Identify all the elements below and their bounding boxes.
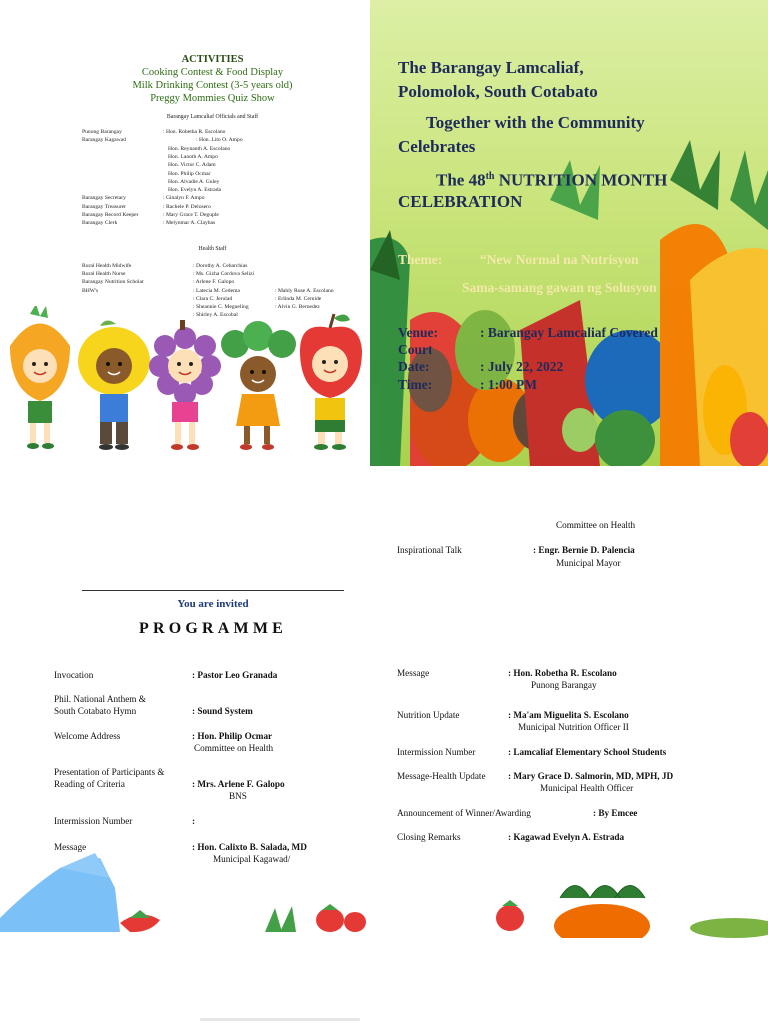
location-line: Polomolok, South Cotabato bbox=[398, 82, 598, 101]
programme-speaker: : Lamcaliaf Elementary School Students bbox=[508, 747, 667, 757]
official-role: Barangay Secretary bbox=[82, 195, 126, 202]
theme-label: Theme: bbox=[398, 252, 443, 267]
official-role: Barangay Treasurer bbox=[82, 203, 126, 210]
programme-title: PROGRAMME bbox=[138, 620, 287, 637]
official-role: Punong Barangay bbox=[82, 129, 122, 135]
official-name: : Mary Grace T. Deguple bbox=[163, 212, 219, 218]
programme-item: Message bbox=[397, 668, 430, 678]
nutrition-month-line: The 48th NUTRITION MONTH bbox=[436, 170, 668, 190]
officials-panel bbox=[0, 0, 370, 466]
health-name: : Latecia M. Cedema bbox=[193, 287, 240, 294]
programme-speaker-role: Municipal Kagawad/ bbox=[213, 854, 291, 864]
celebration-line: CELEBRATION bbox=[398, 192, 523, 211]
official-role: Barangay Record Keeper bbox=[82, 212, 139, 218]
programme-speaker-role: Municipal Nutrition Officer II bbox=[518, 722, 629, 732]
programme-item: Message-Health Update bbox=[397, 771, 486, 781]
programme-item: Message bbox=[54, 842, 87, 852]
programme-speaker: : By Emcee bbox=[593, 808, 638, 818]
time-label: Time: bbox=[398, 377, 433, 392]
scroll-indicator bbox=[200, 1018, 360, 1021]
divider-line bbox=[82, 590, 344, 591]
official-role: Barangay Kagawad bbox=[82, 137, 126, 144]
health-role: Barangay Nutrition Scholar bbox=[82, 279, 144, 286]
fruit-border-illustration bbox=[0, 848, 768, 938]
programme-speaker: : bbox=[192, 816, 196, 826]
celebrates-line: Celebrates bbox=[398, 137, 476, 156]
health-name: : Ms. Gizha Cordova Selizi bbox=[193, 271, 255, 278]
health-name: : Clara C. Jerulad bbox=[193, 295, 233, 302]
official-name: Hon. Reynanth A. Escolano bbox=[168, 145, 231, 152]
health-name: : Shirley A. Escobal bbox=[193, 312, 238, 319]
programme-item: Invocation bbox=[54, 670, 94, 680]
programme-speaker-role: Punong Barangay bbox=[531, 680, 597, 690]
official-name: Hon. Philip Ocmar bbox=[168, 170, 211, 177]
official-name: : Rachele P. Delosero bbox=[163, 203, 211, 210]
activity-item: Preggy Mommies Quiz Show bbox=[150, 93, 275, 104]
programme-speaker: : Hon. Robetha R. Escolano bbox=[508, 668, 617, 678]
health-name-2: : Erlinda M. Cernide bbox=[275, 295, 322, 302]
health-name-2: : Mahly Rose A. Escolano bbox=[275, 287, 334, 294]
programme-speaker: : Hon. Calixto B. Salada, MD bbox=[192, 842, 307, 852]
barangay-line: The Barangay Lamcaliaf, bbox=[398, 58, 584, 77]
committee-text: Committee on Health bbox=[556, 520, 636, 530]
apple-kid-illustration bbox=[300, 314, 362, 450]
venue-value-cont: Court bbox=[398, 342, 433, 357]
officials-heading: Barangay Lamcaliaf Officials and Staff bbox=[166, 114, 259, 120]
official-name: : Hon. Robetha R. Escolano bbox=[163, 129, 226, 135]
programme-item-cont: Reading of Criteria bbox=[54, 779, 125, 789]
official-name: : Hon. Lito O. Ampo bbox=[196, 137, 243, 144]
programme-item: Welcome Address bbox=[54, 731, 121, 741]
official-name: Hon. Lanoth A. Ampo bbox=[168, 153, 218, 160]
programme-speaker: : Pastor Leo Granada bbox=[192, 670, 278, 680]
programme-speaker: : Mrs. Arlene F. Galopo bbox=[192, 779, 285, 789]
programme-speaker-role: BNS bbox=[229, 791, 247, 801]
health-role: BHW's bbox=[82, 287, 99, 294]
programme-speaker-role: Municipal Mayor bbox=[556, 558, 621, 568]
programme-speaker: : Engr. Bernie D. Palencia bbox=[533, 545, 635, 555]
health-role: Rural Health Midwife bbox=[82, 263, 132, 269]
programme-speaker: : Sound System bbox=[192, 706, 253, 716]
programme-speaker: : Ma'am Miguelita S. Escolano bbox=[508, 710, 629, 720]
health-staff-heading: Health Staff bbox=[198, 246, 227, 252]
grape-kid-illustration bbox=[149, 320, 221, 450]
venue-value: : Barangay Lamcaliaf Covered bbox=[480, 325, 658, 340]
official-name: Hon. Alvadie A. Guley bbox=[168, 178, 220, 185]
programme-speaker-role: Municipal Health Officer bbox=[540, 783, 634, 793]
official-name: Hon. Victor C. Adam bbox=[168, 162, 216, 169]
fruit-kids-illustration bbox=[0, 306, 370, 466]
programme-item: Announcement of Winner/Awarding bbox=[397, 808, 531, 818]
programme-item: Inspirational Talk bbox=[397, 545, 462, 555]
broccoli-kid-illustration bbox=[221, 321, 296, 450]
activities-title: ACTIVITIES bbox=[181, 54, 244, 65]
health-name: : Arlene F. Galopo bbox=[193, 279, 235, 286]
programme-item: Closing Remarks bbox=[397, 832, 461, 842]
programme-item: Presentation of Participants & bbox=[54, 767, 165, 777]
official-role: Barangay Clerk bbox=[82, 220, 118, 227]
theme-line-2: Sama-samang gawan ng Solusyon bbox=[462, 280, 657, 295]
carrot-kid-illustration bbox=[10, 306, 70, 449]
programme-speaker: : Kagawad Evelyn A. Estrada bbox=[508, 832, 625, 842]
celebration-panel bbox=[370, 0, 768, 466]
activity-item: Cooking Contest & Food Display bbox=[141, 67, 284, 78]
date-value: : July 22, 2022 bbox=[480, 359, 564, 374]
programme-item: Phil. National Anthem & bbox=[54, 694, 146, 704]
community-line: Together with the Community bbox=[426, 113, 645, 132]
programme-item: Intermission Number bbox=[397, 747, 476, 757]
programme-item-cont: South Cotabato Hymn bbox=[54, 706, 137, 716]
date-label: Date: bbox=[398, 359, 430, 374]
time-value: : 1:00 PM bbox=[480, 377, 537, 392]
official-name: : Melynmar A. Claybas bbox=[163, 220, 216, 227]
invite-text: You are invited bbox=[177, 598, 249, 610]
official-name: Hon. Evelyn A. Estrada bbox=[168, 187, 221, 194]
health-role: Rural Health Nurse bbox=[82, 271, 126, 278]
programme-speaker: : Mary Grace D. Salmorin, MD, MPH, JD bbox=[508, 771, 674, 781]
programme-item: Nutrition Update bbox=[397, 710, 460, 720]
activity-item: Milk Drinking Contest (3-5 years old) bbox=[132, 80, 293, 91]
health-name-2: : Alvin G. Bernedez bbox=[275, 304, 320, 310]
programme-speaker: : Hon. Philip Ocmar bbox=[192, 731, 273, 741]
lemon-kid-illustration bbox=[78, 320, 150, 450]
programme-item: Intermission Number bbox=[54, 816, 133, 826]
health-name: : Sheannie C. Megueling bbox=[193, 304, 249, 310]
theme-line-1: “New Normal na Nutrisyon bbox=[480, 252, 639, 267]
official-name: : Ginalyn F. Ampo bbox=[163, 195, 205, 202]
programme-speaker-role: Committee on Health bbox=[194, 743, 274, 753]
venue-label: Venue: bbox=[398, 325, 439, 340]
health-name: : Dorothy A. Cebarchias bbox=[193, 263, 248, 269]
